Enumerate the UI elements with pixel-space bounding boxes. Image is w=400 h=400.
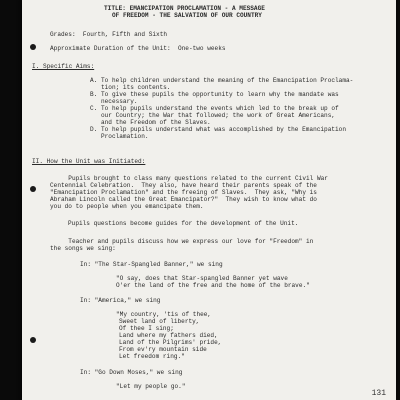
paragraph-line: Teacher and pupils discuss how we express our love for "Freedom" in: [50, 238, 314, 245]
section-1-heading: I. Specific Aims:: [32, 63, 95, 70]
song-line: Land where my fathers died,: [119, 332, 218, 339]
paragraph-line: Pupils brought to class many questions related to the current Civil War: [50, 175, 328, 182]
paragraph-line: Pupils questions become guides for the development of the Unit.: [68, 220, 299, 227]
aim-line: D. To help pupils understand what was accomplished by the Emancipation: [90, 126, 346, 133]
section-2-heading: II. How the Unit was Initiated:: [32, 158, 146, 165]
song-line: Let freedom ring.": [119, 353, 185, 360]
song-line: Of thee I sing;: [119, 325, 174, 332]
paragraph-line: you do to people when you emancipate them.: [50, 203, 204, 210]
aim-line: and the Freedom of the Slaves.: [90, 119, 211, 126]
aim-line: A. To help children understand the meaning of the Emancipation Proclama-: [90, 77, 354, 84]
title-line-1: TITLE: EMANCIPATION PROCLAMATION - A MESSAGE: [104, 5, 265, 12]
song-intro: In: "America," we sing: [80, 297, 161, 304]
aim-line: C. To help pupils understand the events which led to the break up of: [90, 105, 339, 112]
binder-hole: [30, 44, 36, 50]
aim-line: our Country; the War that followed; the work of Great Americans,: [90, 112, 336, 119]
song-line: From ev'ry mountain side: [119, 346, 207, 353]
aim-line: necessary.: [90, 98, 138, 105]
paragraph-line: Centennial Celebration. They also, have heard their parents speak of the: [50, 182, 317, 189]
document-page: [22, 0, 396, 400]
paragraph-line: "Emancipation Proclamation" and the freeing of Slaves. They ask, "Why is: [50, 189, 317, 196]
song-line: "Let my people go.": [116, 383, 186, 390]
song-line: O'er the land of the free and the home of the brave.": [116, 282, 310, 289]
aim-line: Proclamation.: [90, 133, 149, 140]
binder-hole: [30, 337, 36, 343]
title-line-2: OF FREEDOM - THE SALVATION OF OUR COUNTRY: [112, 12, 262, 19]
aim-line: B. To give these pupils the opportunity to learn why the mandate was: [90, 91, 339, 98]
song-intro: In: "The Star-Spangled Banner," we sing: [80, 261, 223, 268]
song-intro: In: "Go Down Moses," we sing: [80, 369, 183, 376]
aim-line: tion; its contents.: [90, 84, 171, 91]
song-line: "O say, does that Star-spangled Banner yet wave: [116, 275, 288, 282]
binder-hole: [30, 186, 36, 192]
page-number: 131: [371, 389, 386, 398]
duration: Approximate Duration of the Unit: One-two weeks: [50, 45, 226, 52]
paragraph-line: Abraham Lincoln called the Great Emancipator?" They wish to know what do: [50, 196, 317, 203]
paragraph-line: the songs we sing:: [50, 245, 116, 252]
song-line: Sweet land of liberty,: [119, 318, 200, 325]
song-line: Land of the Pilgrims' pride,: [119, 339, 222, 346]
song-line: "My country, 'tis of thee,: [116, 311, 212, 318]
grades: Grades: Fourth, Fifth and Sixth: [50, 31, 168, 38]
